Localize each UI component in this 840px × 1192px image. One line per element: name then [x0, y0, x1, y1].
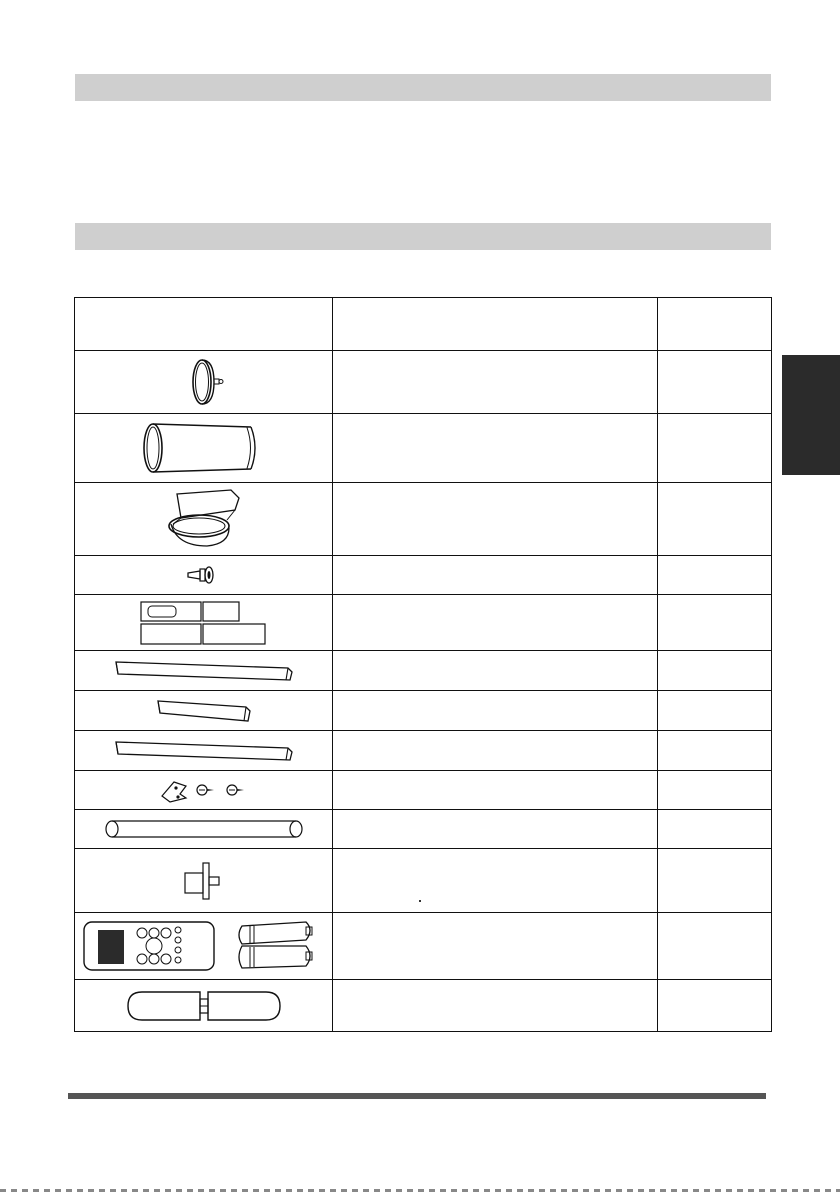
table-row [75, 771, 772, 810]
row-quantity [658, 810, 772, 849]
section-header-bar [75, 74, 771, 101]
foam-seals-icon [139, 599, 269, 647]
table-row [75, 414, 772, 483]
stray-mark [419, 900, 421, 902]
row-quantity [658, 651, 772, 691]
bracket-and-screws-icon [156, 776, 252, 804]
row-description [333, 913, 658, 980]
table-row [75, 483, 772, 556]
table-row [75, 980, 772, 1032]
window-adaptor-ring-icon [174, 356, 234, 408]
row-description [333, 731, 658, 771]
row-quantity [658, 483, 772, 556]
row-quantity [658, 556, 772, 595]
row-description [333, 980, 658, 1032]
table-row [75, 351, 772, 414]
table-row [75, 651, 772, 691]
row-quantity [658, 849, 772, 913]
row-description [333, 483, 658, 556]
row-description [333, 556, 658, 595]
row-quantity [658, 731, 772, 771]
exhaust-hose-icon [139, 420, 269, 476]
header-parts [75, 298, 333, 351]
window-panel-icon [124, 988, 284, 1024]
batteries-icon [239, 922, 312, 968]
row-quantity [658, 980, 772, 1032]
remote-control-and-batteries-icon [80, 916, 328, 976]
table-row [75, 810, 772, 849]
table-row [75, 913, 772, 980]
header-name [333, 298, 658, 351]
drain-hose-icon [102, 818, 306, 840]
long-foam-strip-icon [112, 738, 296, 764]
table-row [75, 731, 772, 771]
drain-connector-icon [179, 859, 229, 903]
plastic-rivet-icon [184, 563, 224, 587]
window-slider-adaptor-icon [159, 488, 249, 550]
row-description [333, 351, 658, 414]
row-description [333, 691, 658, 731]
row-description [333, 771, 658, 810]
section-header-bar [75, 223, 771, 250]
language-side-tab [782, 355, 840, 475]
row-quantity [658, 913, 772, 980]
row-quantity [658, 771, 772, 810]
table-header-row [75, 298, 772, 351]
table-row [75, 595, 772, 651]
row-description [333, 849, 658, 913]
row-description [333, 651, 658, 691]
table-row [75, 849, 772, 913]
row-description [333, 810, 658, 849]
row-quantity [658, 414, 772, 483]
short-foam-strip-icon [154, 697, 254, 725]
header-quantity [658, 298, 772, 351]
long-foam-strip-icon [112, 658, 296, 684]
table-row [75, 556, 772, 595]
row-description [333, 414, 658, 483]
row-quantity [658, 691, 772, 731]
accessories-table [74, 297, 772, 1032]
row-description [333, 595, 658, 651]
table-row [75, 691, 772, 731]
row-quantity [658, 351, 772, 414]
footer-rule [68, 1093, 766, 1099]
row-quantity [658, 595, 772, 651]
